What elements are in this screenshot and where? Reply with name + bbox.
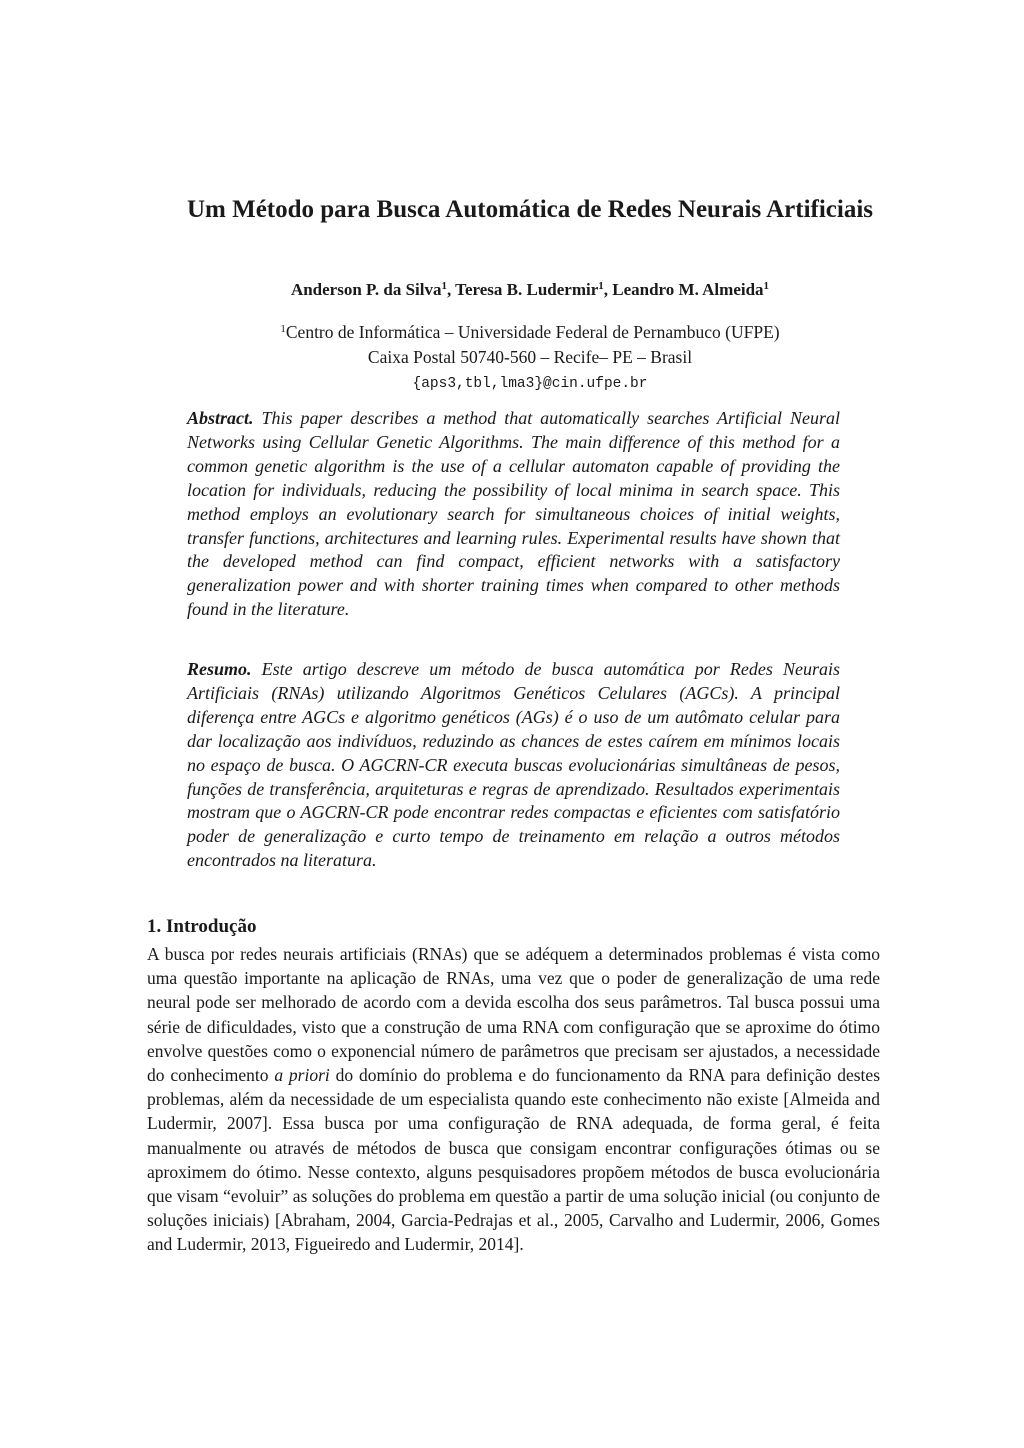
author-affiliation-marker: 1 <box>763 280 770 292</box>
emphasis-a-priori: a priori <box>274 1065 330 1086</box>
author-affiliation-marker: 1 <box>441 280 447 292</box>
introduction-paragraph <box>147 942 880 1257</box>
affiliation-line-2: Caixa Postal 50740-560 – Recife– PE – Brasil <box>367 347 693 367</box>
author-affiliation-marker: 1 <box>598 280 604 292</box>
paragraph-text-continued: do domínio do problema e do funcionamento da RNA para definição destes problemas, além da necessidade de um especialista quando este conhecimento não existe [Almeida and Ludermir, 2007]. Essa busca por uma configuração de RNA adequada, de forma geral, é feita manualmente ou através de métodos de busca que consigam encontrar configurações ótimas ou se aproximem do ótimo. Nesse contexto, alguns pesquisadores propõem métodos de busca evolucionária que visam “evoluir” as soluções do problema em questão a partir de uma solução inicial (ou conjunto de soluções iniciais) [Abraham, 2004, Garcia-Pedrajas et al., 2005, Carvalho and Ludermir, 2006, Gomes and Ludermir, 2013, Figueiredo and Ludermir, 2014]. <box>147 1065 880 1255</box>
author-list <box>120 280 940 300</box>
abstract-portuguese <box>187 658 840 873</box>
paragraph-text: A busca por redes neurais artificiais (RNAs) que se adéquem a determinados problemas é vista como uma questão importante na aplicação de RNAs, uma vez que o poder de generalização de uma rede neural pode ser melhorado de acordo com a devida escolha dos seus parâmetros. Tal busca possui uma série de dificuldades, visto que a construção de uma RNA com configuração que se aproxime do ótimo envolve questões como o exponencial número de parâmetros que precisam ser ajustados, a necessidade do conhecimento <box>147 944 880 1086</box>
abstract-text: This paper describes a method that automatically searches Artificial Neural Networks using Cellular Genetic Algorithms. The main difference of this method for a common genetic algorithm is the use of a cellular automaton capable of providing the location for individuals, reducing the possibility of local minima in search space. This method employs an evolutionary search for simultaneous choices of initial weights, transfer functions, architectures and learning rules. Experimental results have shown that the developed method can find compact, efficient networks with a satisfactory generalization power and with shorter training times when compared to other methods found in the literature. <box>187 408 840 620</box>
author-name: Teresa B. Ludermir <box>455 280 599 299</box>
abstract-english <box>187 407 840 622</box>
resumo-label: Resumo. <box>187 659 252 679</box>
paper-title: Um Método para Busca Automática de Redes Neurais Artificiais <box>186 196 874 223</box>
author-name: Anderson P. da Silva <box>290 280 442 299</box>
affiliation <box>120 320 940 370</box>
author-separator: , <box>603 280 613 299</box>
author-name: Leandro M. Almeida <box>612 280 764 299</box>
affiliation-marker: 1 <box>280 323 286 335</box>
author-separator: , <box>446 280 456 299</box>
affiliation-line-1: Centro de Informática – Universidade Federal de Pernambuco (UFPE) <box>285 322 780 342</box>
author-email: {aps3,tbl,lma3}@cin.ufpe.br <box>412 376 648 392</box>
section-heading-introduction: 1. Introdução <box>147 916 257 937</box>
resumo-text: Este artigo descreve um método de busca automática por Redes Neurais Artificiais (RNAs) utilizando Algoritmos Genéticos Celulares (AGCs). A principal diferença entre AGCs e algoritmo genéticos (AGs) é o uso de um autômato celular para dar localização aos indivíduos, reduzindo as chances de estes caírem em mínimos locais no espaço de busca. O AGCRN-CR executa buscas evolucionárias simultâneas de pesos, funções de transferência, arquiteturas e regras de aprendizado. Resultados experimentais mostram que o AGCRN-CR pode encontrar redes compactas e eficientes com satisfatório poder de generalização e curto tempo de treinamento em relação a outros métodos encontrados na literatura. <box>187 659 841 871</box>
abstract-label: Abstract. <box>187 408 254 428</box>
